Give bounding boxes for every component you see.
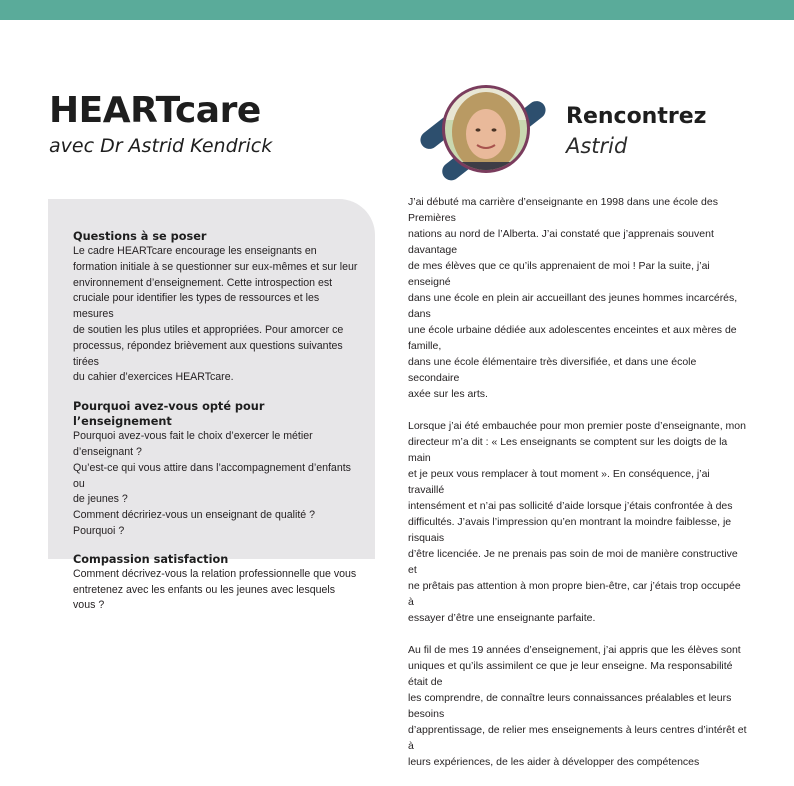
text-line: Comment décririez-vous un enseignant de qualité ? Pourquoi ? xyxy=(73,509,316,537)
text-line: d’enseignant ? xyxy=(73,445,142,458)
profile-photo xyxy=(418,70,548,190)
section-compassion xyxy=(73,552,359,614)
text-line: cruciale pour identifier les types de ressources et les mesures xyxy=(73,292,320,321)
section-questions xyxy=(73,229,359,386)
portrait-photo-icon xyxy=(418,70,548,190)
article-paragraph xyxy=(408,418,748,626)
meet-name: Astrid xyxy=(566,134,628,158)
text-line: environnement d’enseignement. Cette introspection est xyxy=(73,276,333,289)
text-line: Lorsque j’ai été embauchée pour mon premier poste d’enseignante, mon xyxy=(408,420,746,432)
section-why-teaching xyxy=(73,399,359,540)
text-line: une école urbaine dédiée aux adolescentes enceintes et aux mères de famille, xyxy=(408,324,737,352)
text-line: formation initiale à se questionner sur eux-mêmes et sur leur xyxy=(73,260,358,273)
section-heading: Pourquoi avez-vous opté pour xyxy=(73,400,265,414)
text-line: difficultés. J’avais l’impression qu’en montrant la moindre faiblesse, je risquais xyxy=(408,516,732,544)
section-heading: l’enseignement xyxy=(73,415,172,429)
section-heading: Questions à se poser xyxy=(73,230,207,243)
text-line: essayer d’être une enseignante parfaite. xyxy=(408,612,596,624)
text-line: de jeunes ? xyxy=(73,493,128,506)
top-accent-bar xyxy=(0,0,794,20)
text-line: J’ai débuté ma carrière d’enseignante en 1998 dans une école des Premières xyxy=(408,196,718,224)
text-line: uniques et qu’ils assimilent ce que je leur enseigne. Ma responsabilité était de xyxy=(408,660,733,688)
page-title: HEARTcare xyxy=(49,90,261,131)
article-paragraph xyxy=(408,194,748,402)
meet-label: Rencontrez xyxy=(566,104,707,129)
text-line: leurs expériences, de les aider à développer des compétences xyxy=(408,756,700,768)
text-line: nations au nord de l’Alberta. J’ai constaté que j’apprenais souvent davantage xyxy=(408,228,714,256)
text-line: ne prêtais pas attention à mon propre bien-être, car j’étais trop occupée à xyxy=(408,580,741,608)
page-subtitle: avec Dr Astrid Kendrick xyxy=(49,135,273,157)
text-line: d’apprentissage, de relier mes enseignements à leurs centres d’intérêt et à xyxy=(408,724,747,752)
questions-panel xyxy=(48,199,375,612)
text-line: Qu’est-ce qui vous attire dans l’accompagnement d’enfants ou xyxy=(73,461,351,490)
text-line: et je peux vous remplacer à tout moment ». En conséquence, j’ai travaillé xyxy=(408,468,710,496)
text-line: dans une école élémentaire très diversifiée, et dans une école secondaire xyxy=(408,356,697,384)
text-line: directeur m’a dit : « Les enseignants se comptent sur les doigts de la main xyxy=(408,436,728,464)
article-paragraph xyxy=(408,642,748,770)
text-line: axée sur les arts. xyxy=(408,388,488,400)
text-line: Comment décrivez-vous la relation professionnelle que vous xyxy=(73,567,357,580)
text-line: les comprendre, de connaître leurs connaissances préalables et leurs besoins xyxy=(408,692,732,720)
text-line: de mes élèves que ce qu’ils apprenaient de moi ! Par la suite, j’ai enseigné xyxy=(408,260,710,288)
text-line: dans une école en plein air accueillant des jeunes hommes incarcérés, dans xyxy=(408,292,738,320)
text-line: intensément et n’ai pas sollicité d’aide lorsque j’étais confrontée à des xyxy=(408,500,733,512)
text-line: Pourquoi avez-vous fait le choix d’exercer le métier xyxy=(73,430,313,443)
article-column xyxy=(408,194,748,786)
text-line: entretenez avec les enfants ou les jeunes avec lesquels vous ? xyxy=(73,583,336,612)
text-line: Au fil de mes 19 années d’enseignement, j’ai appris que les élèves sont xyxy=(408,644,741,656)
text-line: processus, répondez brièvement aux questions suivantes tirées xyxy=(73,339,343,368)
text-line: d’être licenciée. Je ne prenais pas soin de moi de manière constructive et xyxy=(408,548,738,576)
text-line: de soutien les plus utiles et appropriées. Pour amorcer ce xyxy=(73,323,344,336)
text-line: Le cadre HEARTcare encourage les enseignants en xyxy=(73,245,317,257)
section-heading: Compassion satisfaction xyxy=(73,552,229,566)
text-line: du cahier d’exercices HEARTcare. xyxy=(73,371,234,384)
